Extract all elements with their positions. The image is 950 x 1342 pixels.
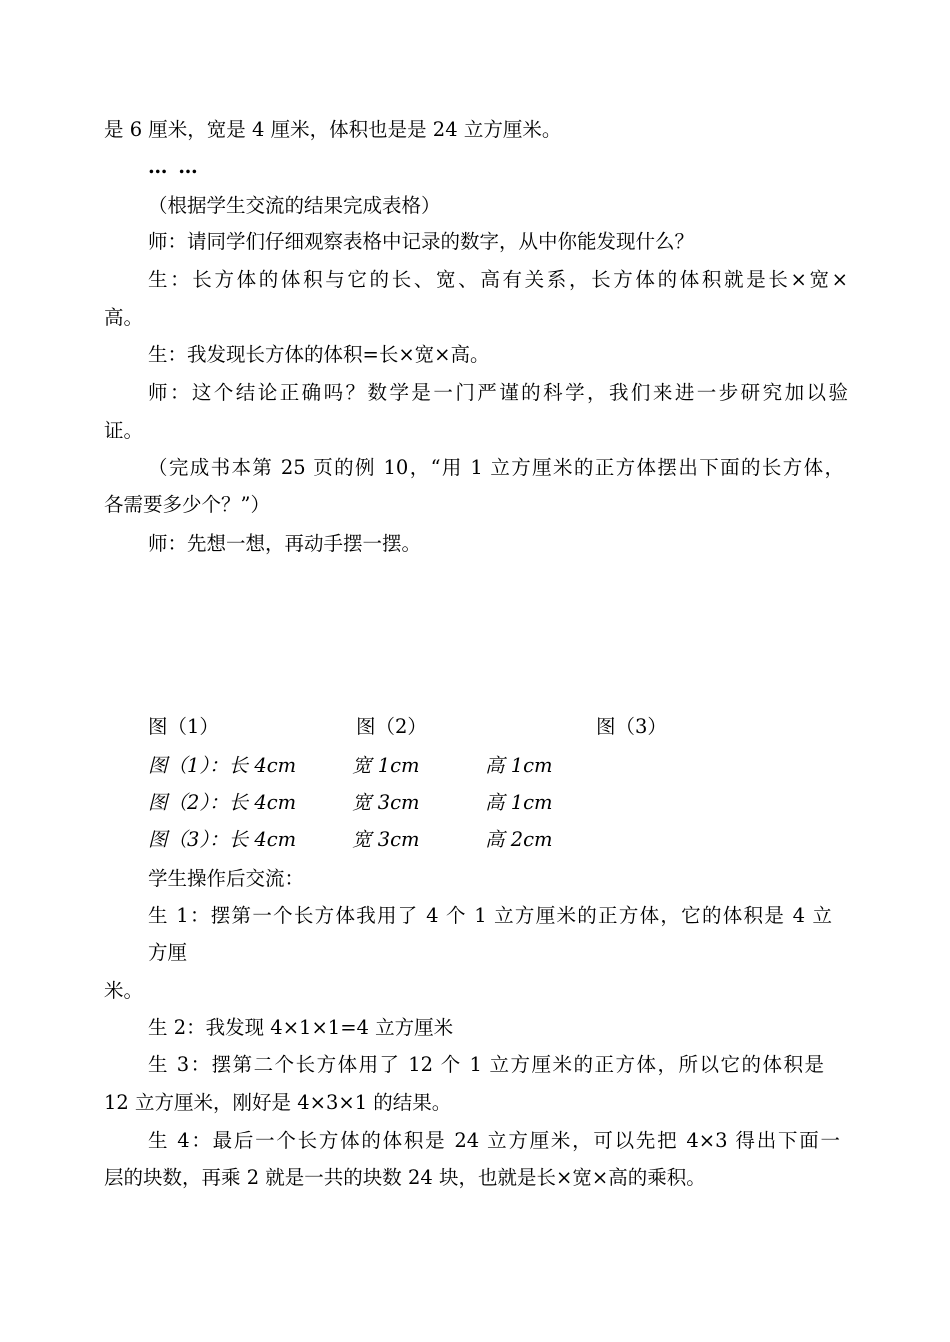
figure-caption-1: 图（1） [148,715,219,738]
ellipsis: … … [148,155,200,178]
dimension-height: 高 1cm [485,791,553,814]
dimension-length: 图（1）：长 4cm [148,754,297,777]
student-line: 方厘 [148,941,188,964]
paragraph-line: 高。 [104,306,144,329]
paragraph-line: （根据学生交流的结果完成表格） [148,194,441,217]
dimension-width: 宽 3cm [352,828,420,851]
teacher-line: 师：这个结论正确吗？数学是一门严谨的科学，我们来进一步研究加以验 [148,381,848,404]
figure-caption-2: 图（2） [356,715,427,738]
paragraph-line: 米。 [104,979,144,1002]
dimension-length: 图（2）：长 4cm [148,791,297,814]
dimension-height: 高 1cm [485,754,553,777]
dimension-length: 图（3）：长 4cm [148,828,297,851]
student-line: 生：长方体的体积与它的长、宽、高有关系，长方体的体积就是长×宽× [148,268,848,291]
student-line: 生 2：我发现 4×1×1=4 立方厘米 [148,1016,454,1039]
student-line: 生：我发现长方体的体积=长×宽×高。 [148,343,490,366]
student-line: 生 1：摆第一个长方体我用了 4 个 1 立方厘米的正方体，它的体积是 4 立 [148,904,832,927]
dimension-width: 宽 1cm [352,754,420,777]
paragraph-line: 层的块数，再乘 2 就是一共的块数 24 块，也就是长×宽×高的乘积。 [104,1166,706,1189]
dimension-height: 高 2cm [485,828,553,851]
student-line: 生 4：最后一个长方体的体积是 24 立方厘米，可以先把 4×3 得出下面一 [148,1129,840,1152]
paragraph-line: 学生操作后交流： [148,867,305,890]
paragraph-line: 12 立方厘米，刚好是 4×3×1 的结果。 [104,1091,452,1114]
paragraph-line: 证。 [104,419,144,442]
dimension-width: 宽 3cm [352,791,420,814]
instruction-line: 各需要多少个？”） [104,493,270,516]
teacher-line: 师：先想一想，再动手摆一摆。 [148,532,422,555]
teacher-line: 师：请同学们仔细观察表格中记录的数字，从中你能发现什么？ [148,230,695,253]
instruction-line: （完成书本第 25 页的例 10，“用 1 立方厘米的正方体摆出下面的长方体， [148,456,844,479]
figure-caption-3: 图（3） [596,715,667,738]
student-line: 生 3：摆第二个长方体用了 12 个 1 立方厘米的正方体，所以它的体积是 [148,1053,824,1076]
paragraph-line: 是 6 厘米，宽是 4 厘米，体积也是是 24 立方厘米。 [104,118,562,141]
